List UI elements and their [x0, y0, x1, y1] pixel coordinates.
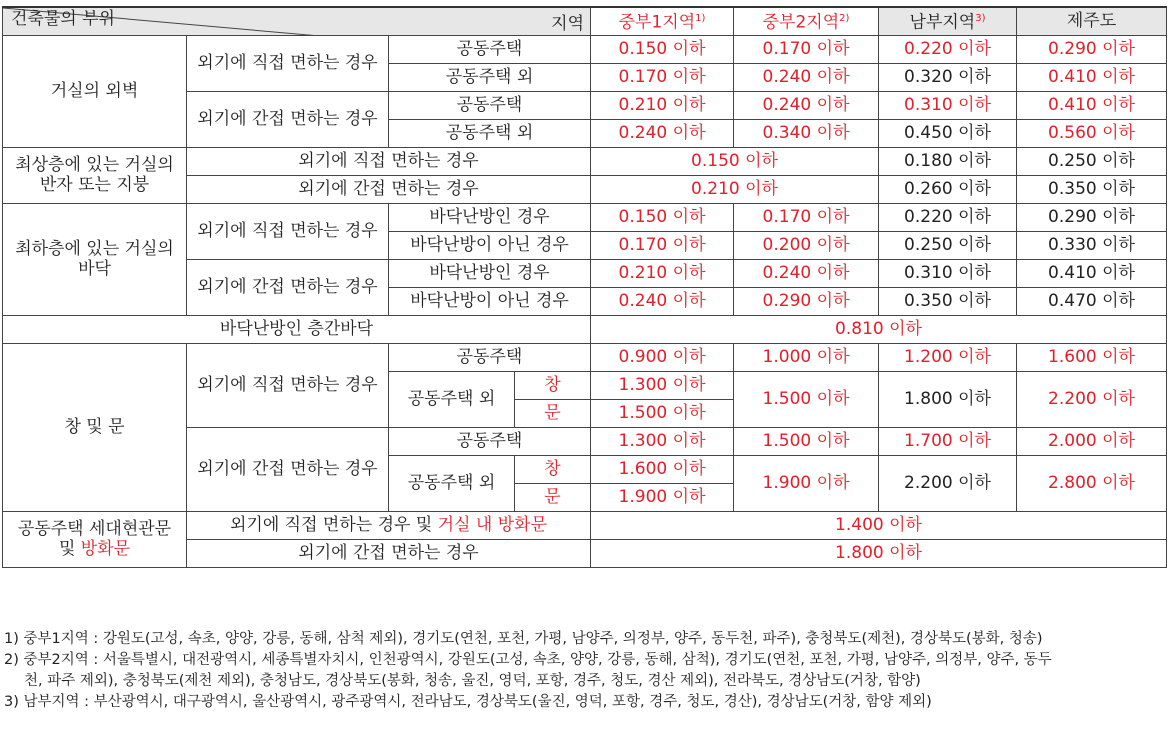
- value-cell: 2.000 이하: [1017, 427, 1167, 455]
- value-cell: 0.240 이하: [591, 119, 734, 147]
- value-cell: 0.180 이하: [879, 147, 1017, 175]
- value-cell: 1.500 이하: [734, 427, 879, 455]
- value-cell: 0.350 이하: [879, 287, 1017, 315]
- value-cell: 2.200 이하: [1017, 371, 1167, 427]
- value-cell: 1.800 이하: [879, 371, 1017, 427]
- footnote-2-continued: 천, 파주 제외), 충청북도(제천 제외), 충청남도, 경상북도(봉화, 청송, 울진, 영덕, 포항, 경주, 청도, 경산 제외), 전라북도, 경상남도(거창, 함양): [24, 673, 921, 689]
- part-label-roof: 최상층에 있는 거실의 반자 또는 지붕: [3, 147, 187, 203]
- value-cell: 1.300 이하: [591, 427, 734, 455]
- value-cell: 1.500 이하: [591, 399, 734, 427]
- value-cell: 0.290 이하: [734, 287, 879, 315]
- sub-type-door: 문: [515, 399, 591, 427]
- value-cell: 0.340 이하: [734, 119, 879, 147]
- value-cell: 0.290 이하: [1017, 35, 1167, 63]
- value-cell: 0.210 이하: [591, 91, 734, 119]
- value-cell: 0.410 이하: [1017, 63, 1167, 91]
- value-cell: 0.900 이하: [591, 343, 734, 371]
- region-header-central2: 중부2지역$^{2)}$: [734, 7, 879, 35]
- value-cell: 1.200 이하: [879, 343, 1017, 371]
- value-cell: 1.000 이하: [734, 343, 879, 371]
- insulation-standard-table: [2, 6, 1167, 568]
- region-header-south: 남부지역$^{3)}$: [879, 7, 1017, 35]
- value-cell: 0.240 이하: [734, 91, 879, 119]
- value-cell: 0.200 이하: [734, 231, 879, 259]
- value-cell: 1.300 이하: [591, 371, 734, 399]
- value-cell: 2.800 이하: [1017, 455, 1167, 511]
- value-cell: 0.170 이하: [734, 203, 879, 231]
- footnote-3: 3) 남부지역 : 부산광역시, 대구광역시, 울산광역시, 광주광역시, 전라남도, 경상북도(울진, 영덕, 포항, 경주, 청도, 경산), 경상남도(거창, 함양 제외): [4, 694, 932, 710]
- value-cell: 0.410 이하: [1017, 259, 1167, 287]
- value-cell-merged: 1.800 이하: [591, 539, 1167, 567]
- value-cell: 0.220 이하: [879, 203, 1017, 231]
- value-cell: 1.600 이하: [1017, 343, 1167, 371]
- value-cell: 0.310 이하: [879, 259, 1017, 287]
- sub-type-window: 창: [515, 371, 591, 399]
- value-cell: 0.410 이하: [1017, 91, 1167, 119]
- value-cell: 0.560 이하: [1017, 119, 1167, 147]
- value-cell: 0.330 이하: [1017, 231, 1167, 259]
- footnotes: [4, 629, 1164, 713]
- value-cell: 0.290 이하: [1017, 203, 1167, 231]
- table-row: [3, 35, 1167, 63]
- type-floor-heated: 바닥난방인 경우: [389, 259, 591, 287]
- value-cell: 0.250 이하: [1017, 147, 1167, 175]
- value-cell: 0.150 이하: [591, 35, 734, 63]
- exposure-direct: 외기에 직접 면하는 경우: [187, 203, 389, 259]
- region-header-label: 지역: [551, 14, 584, 34]
- value-cell: 0.240 이하: [591, 287, 734, 315]
- value-cell: 1.900 이하: [591, 483, 734, 511]
- value-cell: 0.250 이하: [879, 231, 1017, 259]
- table-row: [3, 315, 1167, 343]
- part-label-window-door: 창 및 문: [3, 343, 187, 511]
- type-apartment: 공동주택: [389, 91, 591, 119]
- exposure-indirect: 외기에 간접 면하는 경우: [187, 259, 389, 315]
- value-cell: 0.170 이하: [591, 231, 734, 259]
- value-cell: 0.240 이하: [734, 259, 879, 287]
- part-label-entrance: 공동주택 세대현관문 및 방화문: [3, 511, 187, 567]
- value-cell: 0.260 이하: [879, 175, 1017, 203]
- type-non-apartment: 공동주택 외: [389, 119, 591, 147]
- value-cell: 1.500 이하: [734, 371, 879, 427]
- value-cell-merged: 1.400 이하: [591, 511, 1167, 539]
- exposure-direct: 외기에 직접 면하는 경우: [187, 147, 591, 175]
- part-label-interfloor: 바닥난방인 층간바닥: [3, 315, 591, 343]
- type-non-apartment: 공동주택 외: [389, 371, 515, 427]
- value-cell: 0.350 이하: [1017, 175, 1167, 203]
- value-cell: 0.240 이하: [734, 63, 879, 91]
- value-cell: 0.310 이하: [879, 91, 1017, 119]
- exposure-indirect: 외기에 간접 면하는 경우: [187, 91, 389, 147]
- value-cell: 0.210 이하: [591, 259, 734, 287]
- value-cell: 0.470 이하: [1017, 287, 1167, 315]
- exposure-direct: 외기에 직접 면하는 경우: [187, 343, 389, 427]
- value-cell-merged: 0.210 이하: [591, 175, 879, 203]
- value-cell: 0.320 이하: [879, 63, 1017, 91]
- type-apartment: 공동주택: [389, 35, 591, 63]
- table-header-row: [3, 7, 1167, 35]
- type-apartment: 공동주택: [389, 427, 591, 455]
- header-corner-cell: [3, 7, 591, 35]
- value-cell-merged: 0.150 이하: [591, 147, 879, 175]
- value-cell: 1.600 이하: [591, 455, 734, 483]
- table-row: [3, 203, 1167, 231]
- type-non-apartment: 공동주택 외: [389, 455, 515, 511]
- sub-type-door: 문: [515, 483, 591, 511]
- type-non-apartment: 공동주택 외: [389, 63, 591, 91]
- exposure-indirect: 외기에 간접 면하는 경우: [187, 539, 591, 567]
- value-cell: 1.700 이하: [879, 427, 1017, 455]
- footnote-1: 1) 중부1지역 : 강원도(고성, 속초, 양양, 강릉, 동해, 삼척 제외), 경기도(연천, 포천, 가평, 남양주, 의정부, 양주, 동두천, 파주), 충청북도(제천), 경상북도(봉화, 청송): [4, 631, 1043, 647]
- type-floor-unheated: 바닥난방이 아닌 경우: [389, 287, 591, 315]
- value-cell: 0.150 이하: [591, 203, 734, 231]
- part-label-wall: 거실의 외벽: [3, 35, 187, 147]
- value-cell: 1.900 이하: [734, 455, 879, 511]
- value-cell: 0.450 이하: [879, 119, 1017, 147]
- type-floor-heated: 바닥난방인 경우: [389, 203, 591, 231]
- table-row: [3, 343, 1167, 371]
- footnote-2: 2) 중부2지역 : 서울특별시, 대전광역시, 세종특별자치시, 인천광역시, 강원도(고성, 속초, 양양, 강릉, 동해, 삼척), 경기도(연천, 포천, 가평, 남양주, 의정부, 양주, 동두: [4, 652, 1052, 668]
- type-apartment: 공동주택: [389, 343, 591, 371]
- value-cell: 0.220 이하: [879, 35, 1017, 63]
- region-header-central1: 중부1지역$^{1)}$: [591, 7, 734, 35]
- region-header-jeju: 제주도: [1017, 7, 1167, 35]
- sub-type-window: 창: [515, 455, 591, 483]
- part-header-label: 건축물의 부위: [11, 8, 115, 29]
- table-row: [3, 147, 1167, 175]
- type-floor-unheated: 바닥난방이 아닌 경우: [389, 231, 591, 259]
- value-cell: 0.170 이하: [591, 63, 734, 91]
- value-cell: 2.200 이하: [879, 455, 1017, 511]
- table-row: [3, 511, 1167, 539]
- value-cell-merged: 0.810 이하: [591, 315, 1167, 343]
- exposure-direct: 외기에 직접 면하는 경우 및 거실 내 방화문: [187, 511, 591, 539]
- value-cell: 0.170 이하: [734, 35, 879, 63]
- exposure-direct: 외기에 직접 면하는 경우: [187, 35, 389, 91]
- exposure-indirect: 외기에 간접 면하는 경우: [187, 427, 389, 511]
- exposure-indirect: 외기에 간접 면하는 경우: [187, 175, 591, 203]
- part-label-floor: 최하층에 있는 거실의 바닥: [3, 203, 187, 315]
